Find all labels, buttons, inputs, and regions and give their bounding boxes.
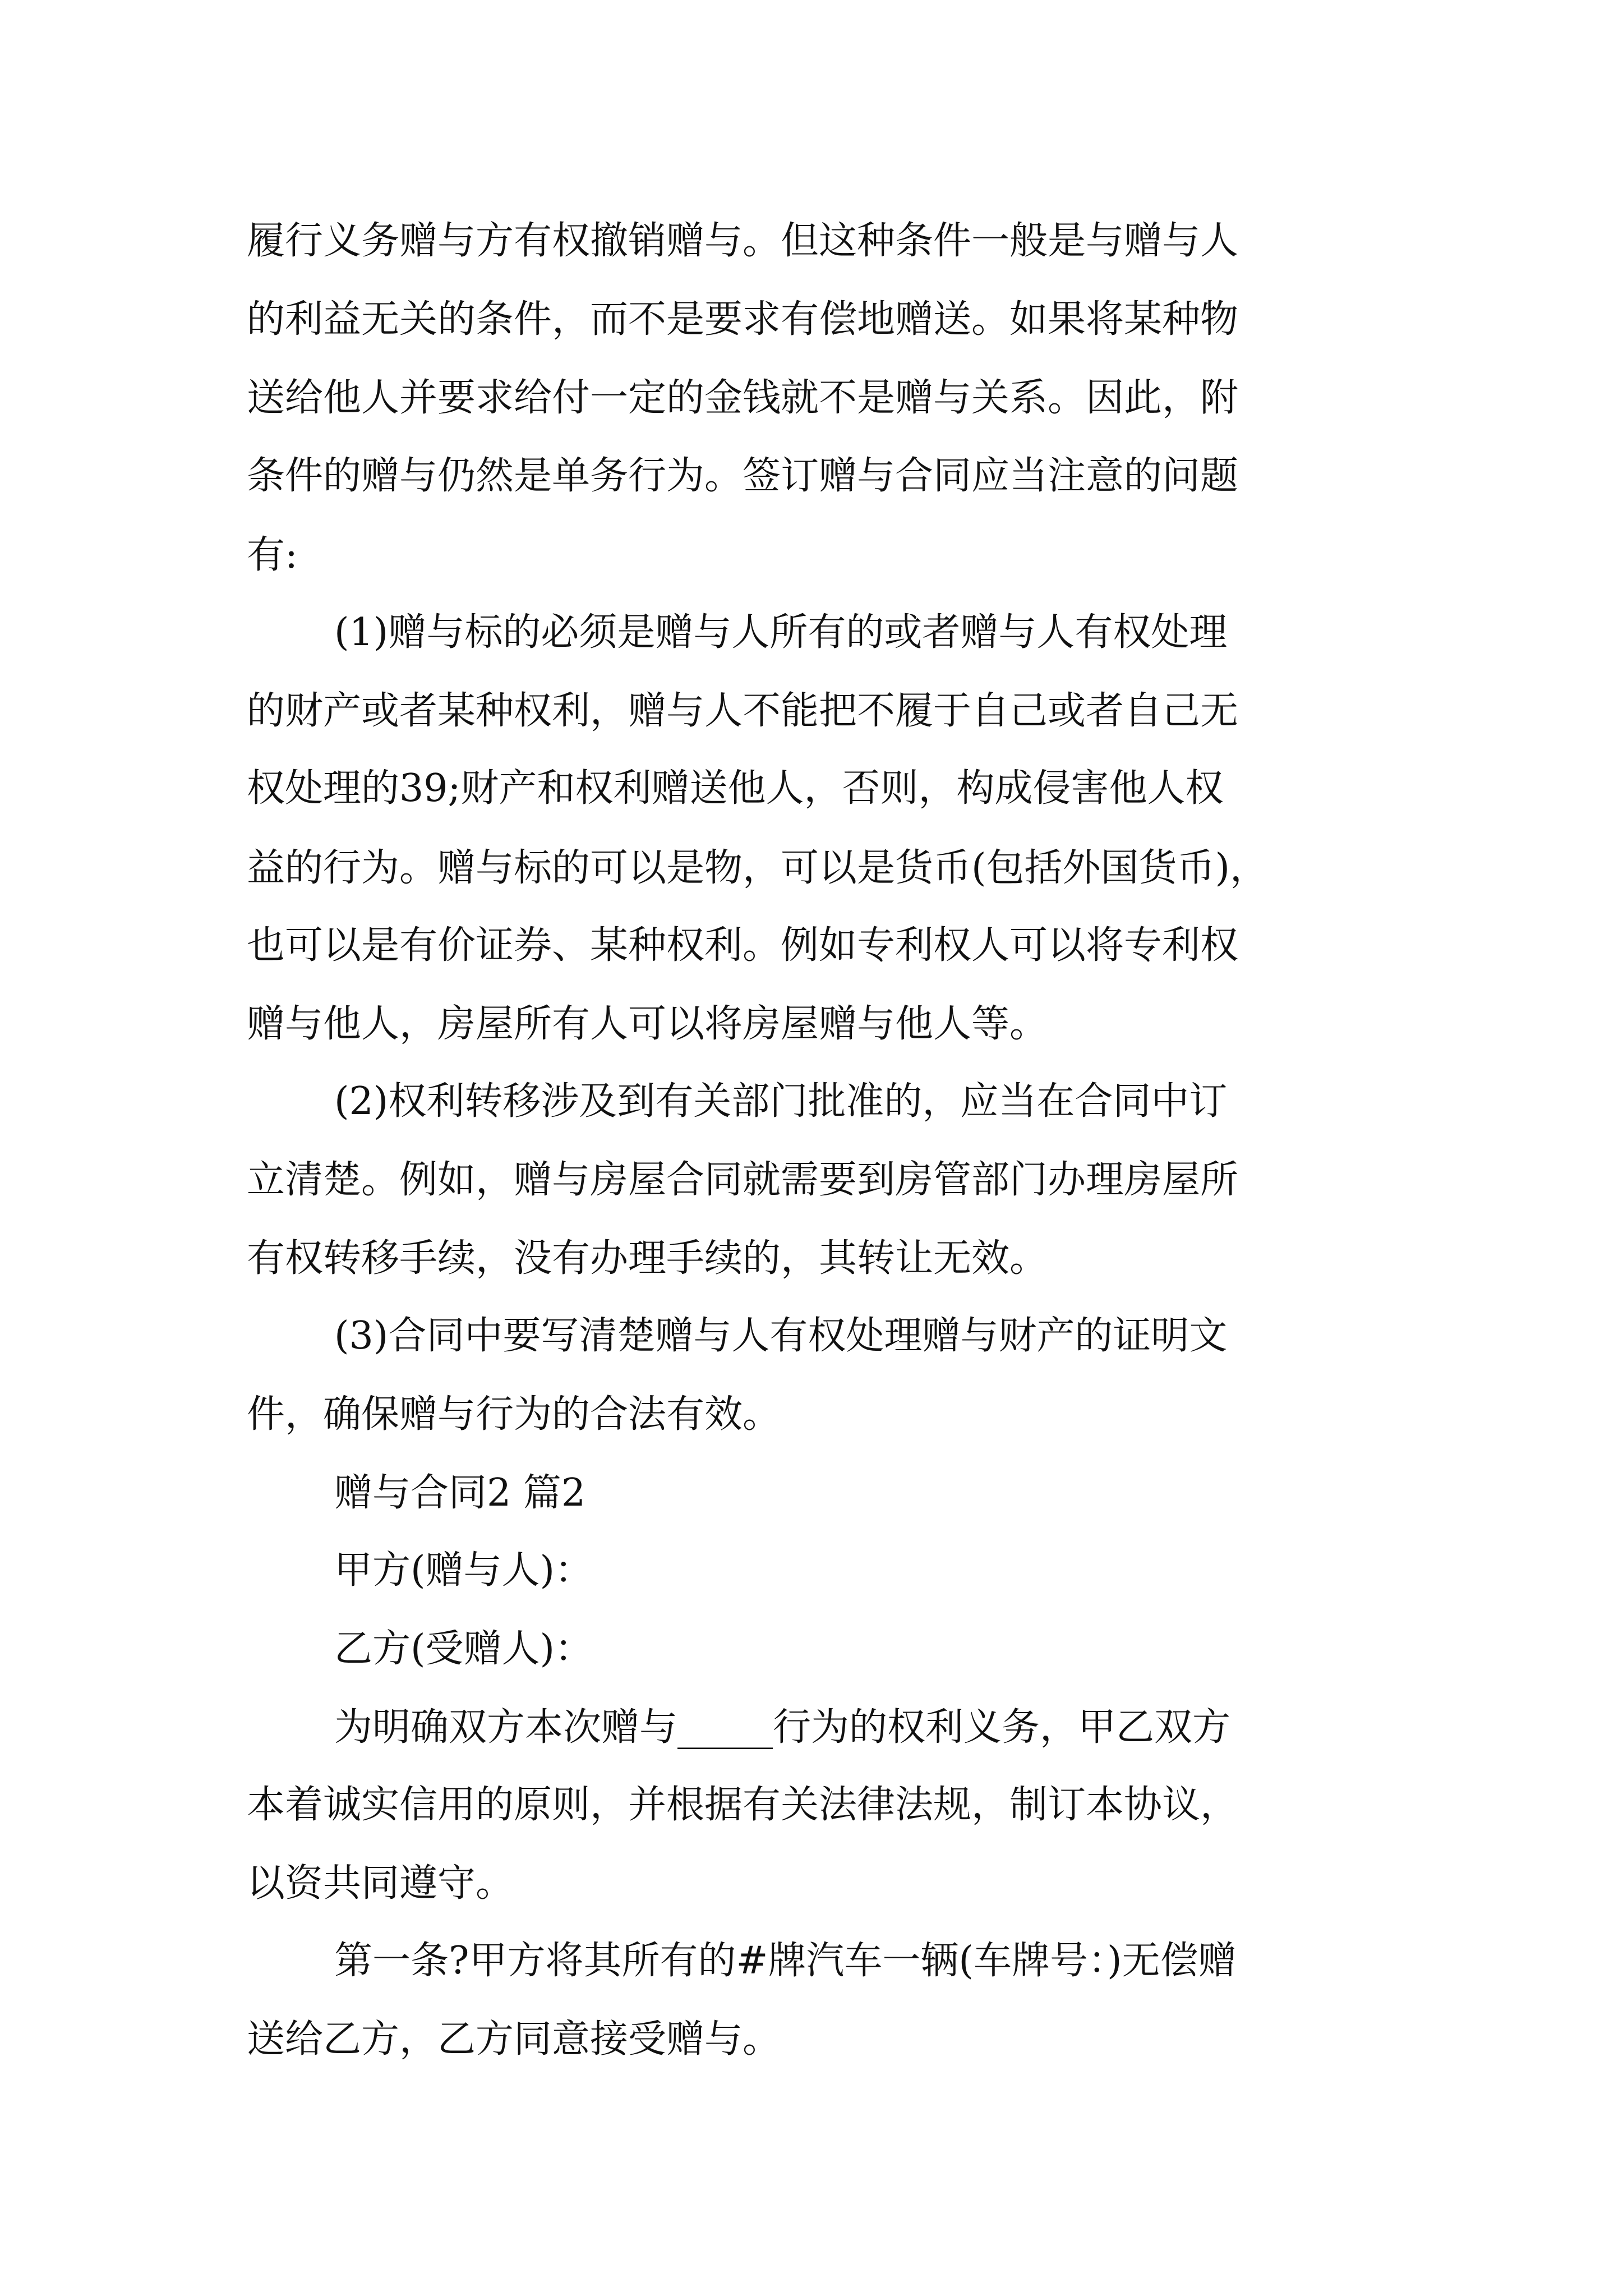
body-text-line: 的利益无关的条件，而不是要求有偿地赠送。如果将某种物 bbox=[247, 297, 1239, 342]
party-a-line: 甲方(赠与人)： bbox=[334, 1548, 593, 1593]
body-text-line: 履行义务赠与方有权撤销赠与。但这种条件一般是与赠与人 bbox=[247, 219, 1239, 263]
section-heading: 赠与合同2 篇2 bbox=[334, 1471, 586, 1515]
body-text-line: 赠与他人，房屋所有人可以将房屋赠与他人等。 bbox=[247, 1002, 1048, 1046]
body-text-line: (3)合同中要写清楚赠与人有权处理赠与财产的证明文 bbox=[334, 1314, 1228, 1358]
body-text-line: 立清楚。例如，赠与房屋合同就需要到房管部门办理房屋所 bbox=[247, 1158, 1239, 1202]
body-text-line: 送给乙方，乙方同意接受赠与。 bbox=[247, 2017, 781, 2062]
body-text-line: 益的行为。赠与标的可以是物，可以是货币(包括外国货币)， bbox=[247, 846, 1269, 890]
body-text-line: (1)赠与标的必须是赠与人所有的或者赠与人有权处理 bbox=[334, 610, 1228, 655]
body-text-line: 有权转移手续，没有办理手续的，其转让无效。 bbox=[247, 1236, 1048, 1281]
body-text-line: 权处理的39;财产和权利赠送他人，否则，构成侵害他人权 bbox=[247, 766, 1224, 811]
body-text-line: 的财产或者某种权利，赠与人不能把不履于自己或者自己无 bbox=[247, 689, 1239, 733]
article-1-line: 第一条?甲方将其所有的#牌汽车一辆(车牌号：)无偿赠 bbox=[334, 1939, 1237, 1983]
body-text-line: 以资共同遵守。 bbox=[247, 1861, 514, 1906]
body-text-line: 条件的赠与仍然是单务行为。签订赠与合同应当注意的问题 bbox=[247, 454, 1239, 498]
party-b-line: 乙方(受赠人)： bbox=[334, 1627, 593, 1671]
body-text-line: 本着诚实信用的原则，并根据有关法律法规，制订本协议， bbox=[247, 1783, 1239, 1827]
body-text-line: 也可以是有价证券、某种权利。例如专利权人可以将专利权 bbox=[247, 923, 1239, 968]
body-text-line: 件，确保赠与行为的合法有效。 bbox=[247, 1392, 781, 1437]
body-text-line: 有: bbox=[247, 533, 298, 577]
body-text-line: 送给他人并要求给付一定的金钱就不是赠与关系。因此，附 bbox=[247, 376, 1239, 420]
body-text-line: 为明确双方本次赠与_____行为的权利义务，甲乙双方 bbox=[334, 1705, 1231, 1750]
body-text-line: (2)权利转移涉及到有关部门批准的，应当在合同中订 bbox=[334, 1079, 1228, 1124]
